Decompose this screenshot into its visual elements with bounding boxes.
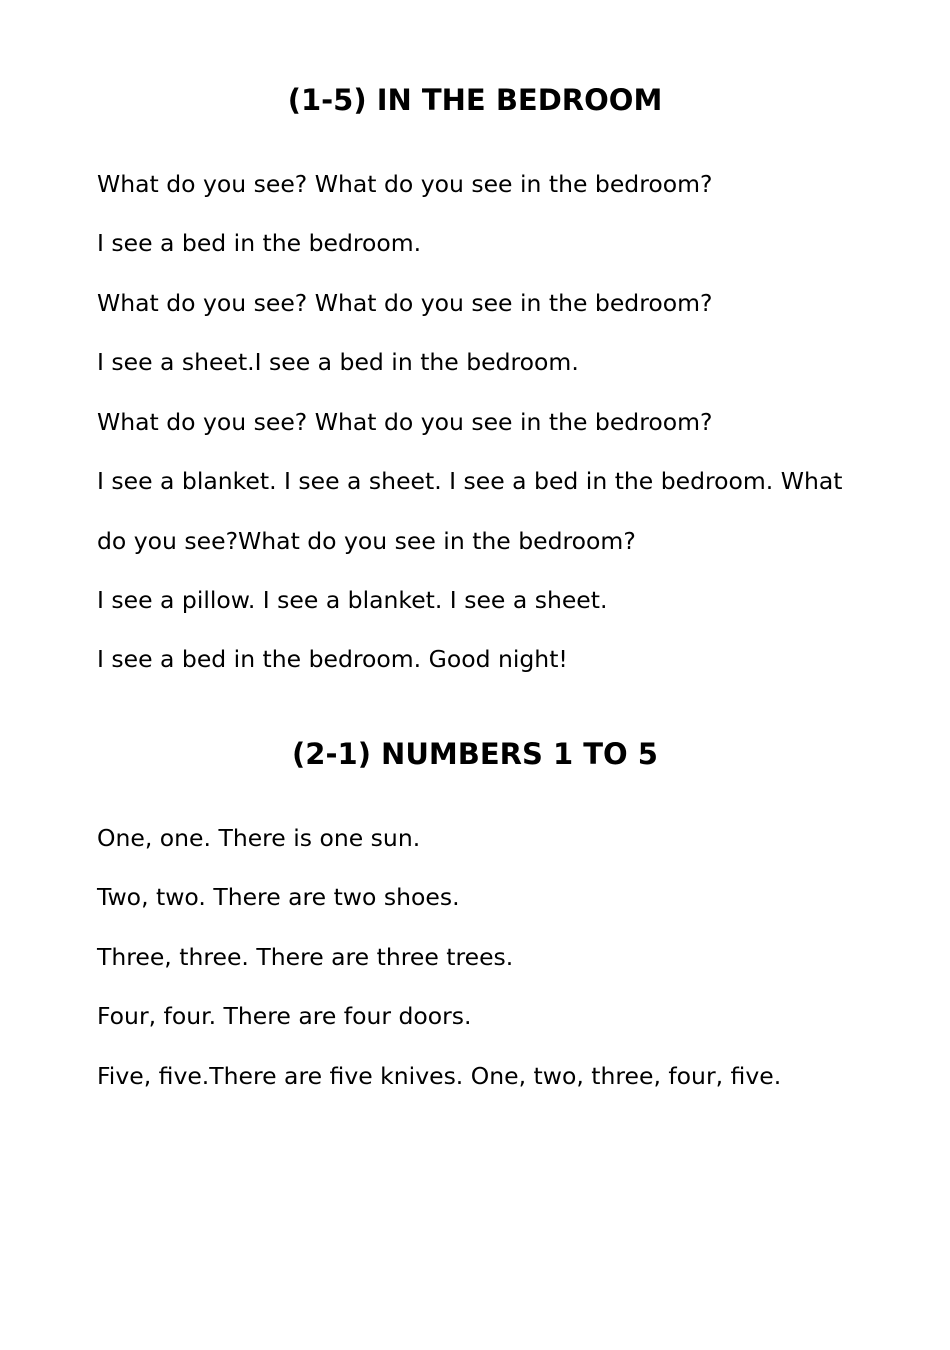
text-line: Three, three. There are three trees.	[97, 942, 514, 971]
text-line: Five, five.There are five knives. One, two, three, four, five.	[97, 1061, 782, 1090]
text-line: Four, four. There are four doors.	[97, 1001, 472, 1030]
text-line: Two, two. There are two shoes.	[97, 882, 460, 911]
text-line: I see a bed in the bedroom.	[97, 228, 422, 257]
text-line: What do you see? What do you see in the bedroom?	[97, 407, 713, 436]
section-title: (1-5) IN THE BEDROOM	[287, 83, 663, 117]
text-line: I see a sheet.I see a bed in the bedroom.	[97, 347, 579, 376]
section-in-the-bedroom	[0, 82, 950, 673]
text-line: I see a pillow. I see a blanket. I see a sheet.	[97, 585, 608, 614]
text-line: I see a bed in the bedroom. Good night!	[97, 644, 568, 673]
section-numbers-1-to-5	[0, 736, 950, 1090]
text-line: do you see?What do you see in the bedroom?	[97, 526, 636, 555]
text-line: What do you see? What do you see in the bedroom?	[97, 169, 713, 198]
section-title: (2-1) NUMBERS 1 TO 5	[292, 737, 658, 771]
text-line: What do you see? What do you see in the bedroom?	[97, 288, 713, 317]
text-line: I see a blanket. I see a sheet. I see a bed in the bedroom. What	[97, 466, 843, 495]
text-line: One, one. There is one sun.	[97, 823, 421, 852]
